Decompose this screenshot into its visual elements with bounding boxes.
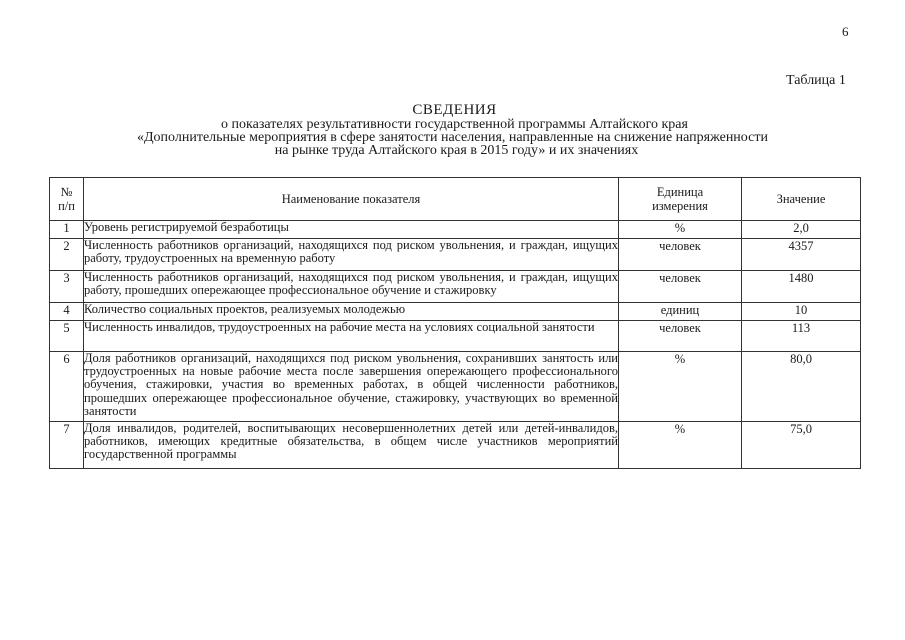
document-title: [0, 102, 905, 157]
row-num: 4: [50, 303, 84, 321]
title-line-3: на рынке труда Алтайского края в 2015 году» и их значениях: [274, 143, 639, 158]
row-name: Количество социальных проектов, реализуемых молодежью: [84, 303, 619, 321]
table-row: [50, 321, 861, 352]
indicators-table: [49, 177, 861, 469]
row-value: 75,0: [742, 422, 861, 469]
row-name: Уровень регистрируемой безработицы: [84, 221, 619, 239]
table-row: [50, 239, 861, 271]
row-num: 2: [50, 239, 84, 271]
row-unit: %: [619, 221, 742, 239]
row-value: 113: [742, 321, 861, 352]
row-unit: %: [619, 422, 742, 469]
row-unit: человек: [619, 321, 742, 352]
row-name: Доля инвалидов, родителей, воспитывающих несовершеннолетних детей или детей-инвалидов, работников, имеющих кредитные обязательства, в общем числе участников мероприятий государственной программы: [84, 422, 619, 469]
row-value: 4357: [742, 239, 861, 271]
table-header-row: [50, 178, 861, 221]
header-unit: Единица измерения: [619, 178, 742, 221]
header-name: Наименование показателя: [84, 178, 619, 221]
row-num: 7: [50, 422, 84, 469]
table-row: [50, 352, 861, 422]
table-row: [50, 271, 861, 303]
header-value: Значение: [742, 178, 861, 221]
row-value: 2,0: [742, 221, 861, 239]
row-num: 5: [50, 321, 84, 352]
row-unit: единиц: [619, 303, 742, 321]
row-value: 80,0: [742, 352, 861, 422]
title-line-1: о показателях результативности государственной программы Алтайского края: [221, 117, 688, 132]
row-name: Доля работников организаций, находящихся под риском увольнения, сохранивших занятость или трудоустроенных на новые рабочие места после завершения опережающего профессионального обучения, стажировки, участия во временных работах, в общей численности работников, прошедших опережающее профессиональное обучение, стажировку, участвующих во временной занятости: [84, 352, 619, 422]
title-main: СВЕДЕНИЯ: [412, 102, 497, 118]
row-unit: человек: [619, 271, 742, 303]
table-label: Таблица 1: [786, 73, 846, 88]
row-value: 1480: [742, 271, 861, 303]
page-number: 6: [842, 24, 849, 39]
row-num: 6: [50, 352, 84, 422]
row-value: 10: [742, 303, 861, 321]
row-num: 3: [50, 271, 84, 303]
row-unit: %: [619, 352, 742, 422]
row-name: Численность работников организаций, находящихся под риском увольнения, и граждан, ищущих работу, прошедших опережающее профессиональное обучение и стажировку: [84, 271, 619, 303]
title-line-2: «Дополнительные мероприятия в сфере занятости населения, направленные на снижение напряженности: [137, 130, 768, 145]
row-name: Численность работников организаций, находящихся под риском увольнения, и граждан, ищущих работу, трудоустроенных на временную работу: [84, 239, 619, 271]
header-num: № п/п: [50, 178, 84, 221]
table-row: [50, 221, 861, 239]
table-row: [50, 422, 861, 469]
row-name: Численность инвалидов, трудоустроенных на рабочие места на условиях социальной занятости: [84, 321, 619, 352]
row-num: 1: [50, 221, 84, 239]
row-unit: человек: [619, 239, 742, 271]
table-row: [50, 303, 861, 321]
